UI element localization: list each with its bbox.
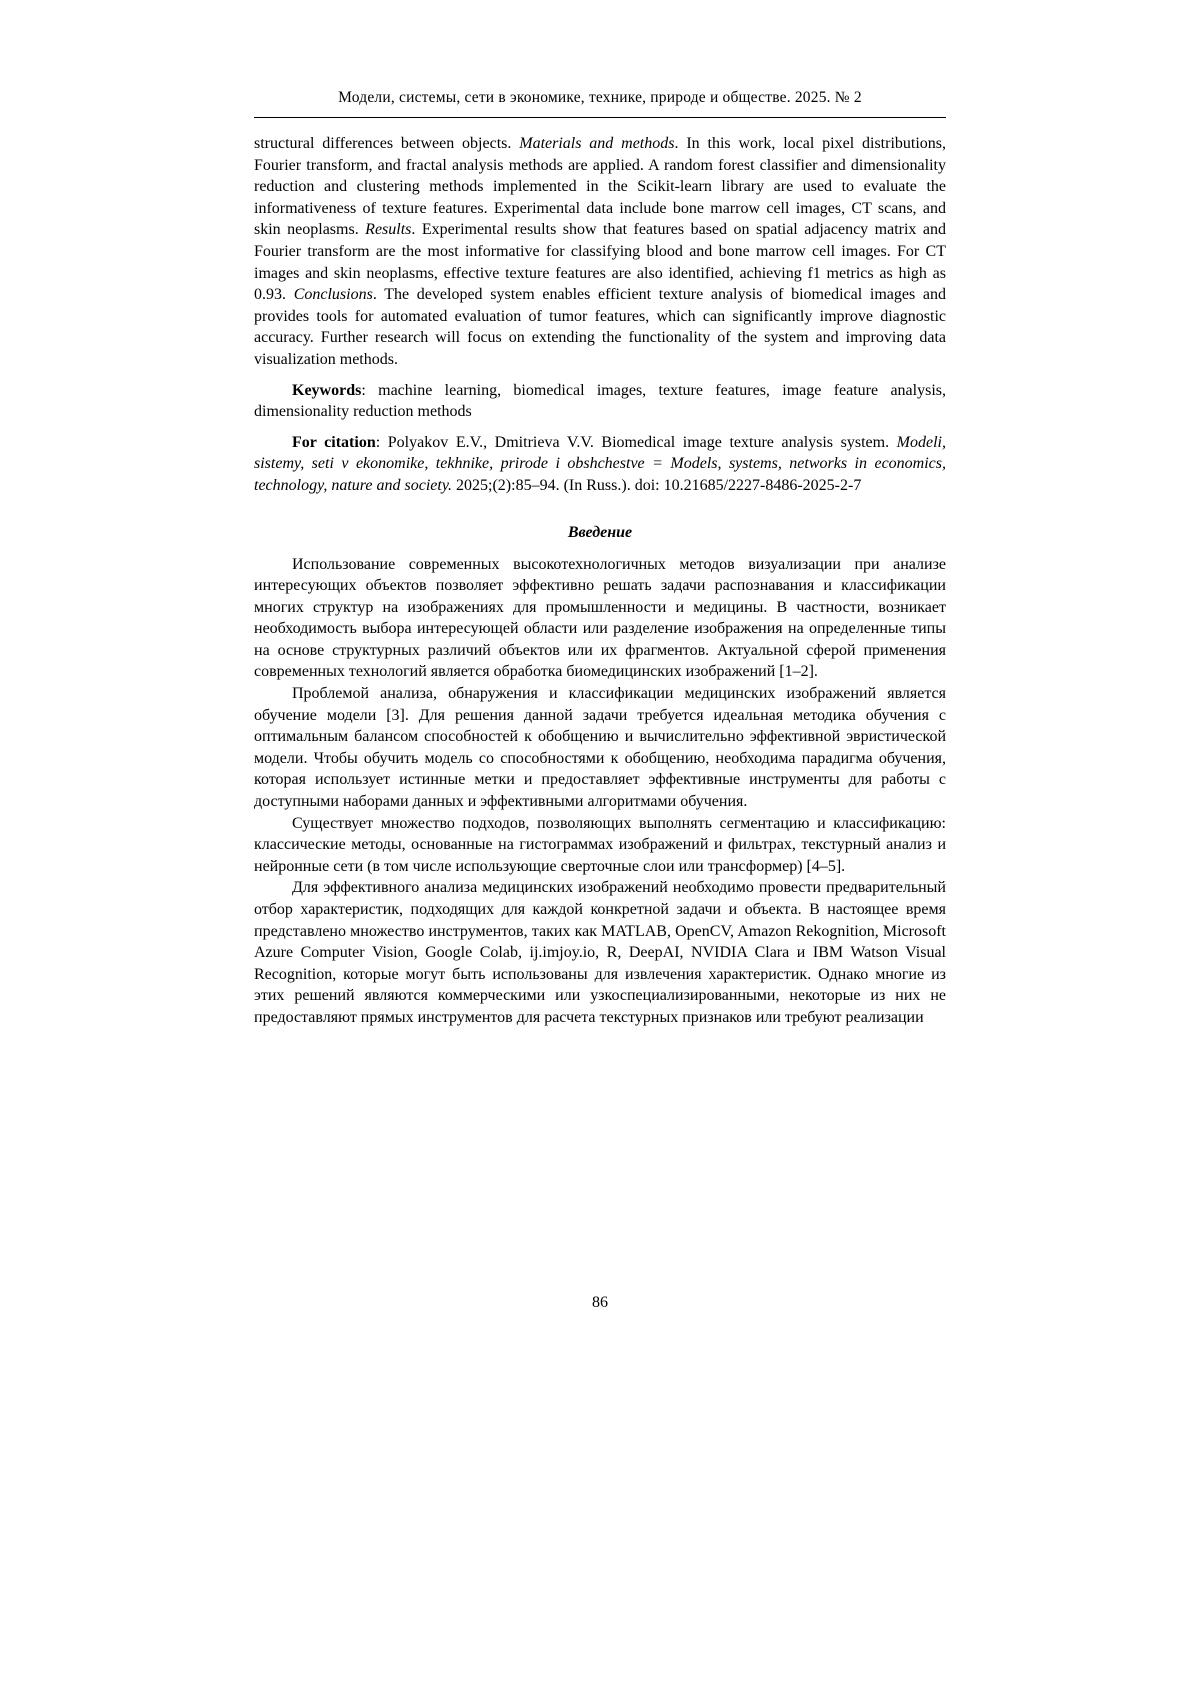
intro-paragraph-1: Использование современных высокотехнологичных методов визуализации при анализе интересующих объектов позволяет эффективно решать задачи распознавания и классификации многих структур на изображениях для промышленности и медицины. В частности, возникает необходимость выбора интересующей области или разделение изображения на определенные типы на основе структурных различий объектов или их фрагментов. Актуальной сферой применения современных технологий является обработка биомедицинских изображений [1–2]. bbox=[254, 555, 946, 681]
intro-paragraph-3: Существует множество подходов, позволяющих выполнять сегментацию и классификацию: классические методы, основанные на гистограммах изображений и фильтрах, текстурный анализ и нейронные сети (в том числе использующие сверточные слои или трансформер) [4–5]. bbox=[254, 814, 946, 875]
section-title-introduction: Введение bbox=[567, 523, 633, 541]
intro-paragraph-4: Для эффективного анализа медицинских изображений необходимо провести предварительный отбор характеристик, подходящих для каждой конкретной задачи и объекта. В настоящее время представлено множество инструментов, таких как MATLAB, OpenCV, Amazon Rekognition, Microsoft Azure Computer Vision, Google Colab, ij.imjoy.io, R, DeepAI, NVIDIA Clara и IBM Watson Visual Recognition, которые могут быть использованы для извлечения характеристик. Однако многие из этих решений являются коммерческими или узкоспециализированными, некоторые из них не предоставляют прямых инструментов для расчета текстурных признаков или требуют реализации bbox=[254, 879, 946, 1026]
text-column bbox=[254, 0, 946, 1029]
keywords-paragraph: Keywords: machine learning, biomedical images, texture features, image feature analysis, dimensionality reduction methods bbox=[254, 381, 946, 421]
intro-paragraph-2: Проблемой анализа, обнаружения и классификации медицинских изображений является обучение модели [3]. Для решения данной задачи требуется идеальная методика обучения с оптимальным балансом способностей к обобщению и вычислительно эффективной эвристической модели. Чтобы обучить модель со способностями к обобщению, необходима парадигма обучения, которая использует истинные метки и предоставляет эффективные инструменты для работы с доступными наборами данных и эффективными алгоритмами обучения. bbox=[254, 685, 946, 811]
citation-paragraph: For citation: Polyakov E.V., Dmitrieva V.V. Biomedical image texture analysis system. Modeli, sistemy, seti v ekonomike, tekhnike, prirode i obshchestve = Models, systems, networks in economics, technology, nature and society. 2025;(2):85–94. (In Russ.). doi: 10.21685/2227-8486-2025-2-7 bbox=[254, 433, 946, 494]
abstract-continuation-paragraph: structural differences between objects. Materials and methods. In this work, local pixel distributions, Fourier transform, and fractal analysis methods are applied. A random forest classifier and dimensionality reduction and clustering methods implemented in the Scikit-learn library are used to evaluate the informativeness of texture features. Experimental data include bone marrow cell images, CT scans, and skin neoplasms. Results. Experimental results show that features based on spatial adjacency matrix and Fourier transform are the most informative for classifying blood and bone marrow cell images. For CT images and skin neoplasms, effective texture features are also identified, achieving f1 metrics as high as 0.93. Conclusions. The developed system enables efficient texture analysis of biomedical images and provides tools for automated evaluation of tumor features, which can significantly improve diagnostic accuracy. Further research will focus on extending the functionality of the system and improving data visualization methods. bbox=[254, 135, 947, 368]
page-number: 86 bbox=[592, 1294, 608, 1311]
journal-running-header: Модели, системы, сети в экономике, технике, природе и обществе. 2025. № 2 bbox=[338, 89, 862, 106]
header-divider bbox=[254, 117, 946, 118]
